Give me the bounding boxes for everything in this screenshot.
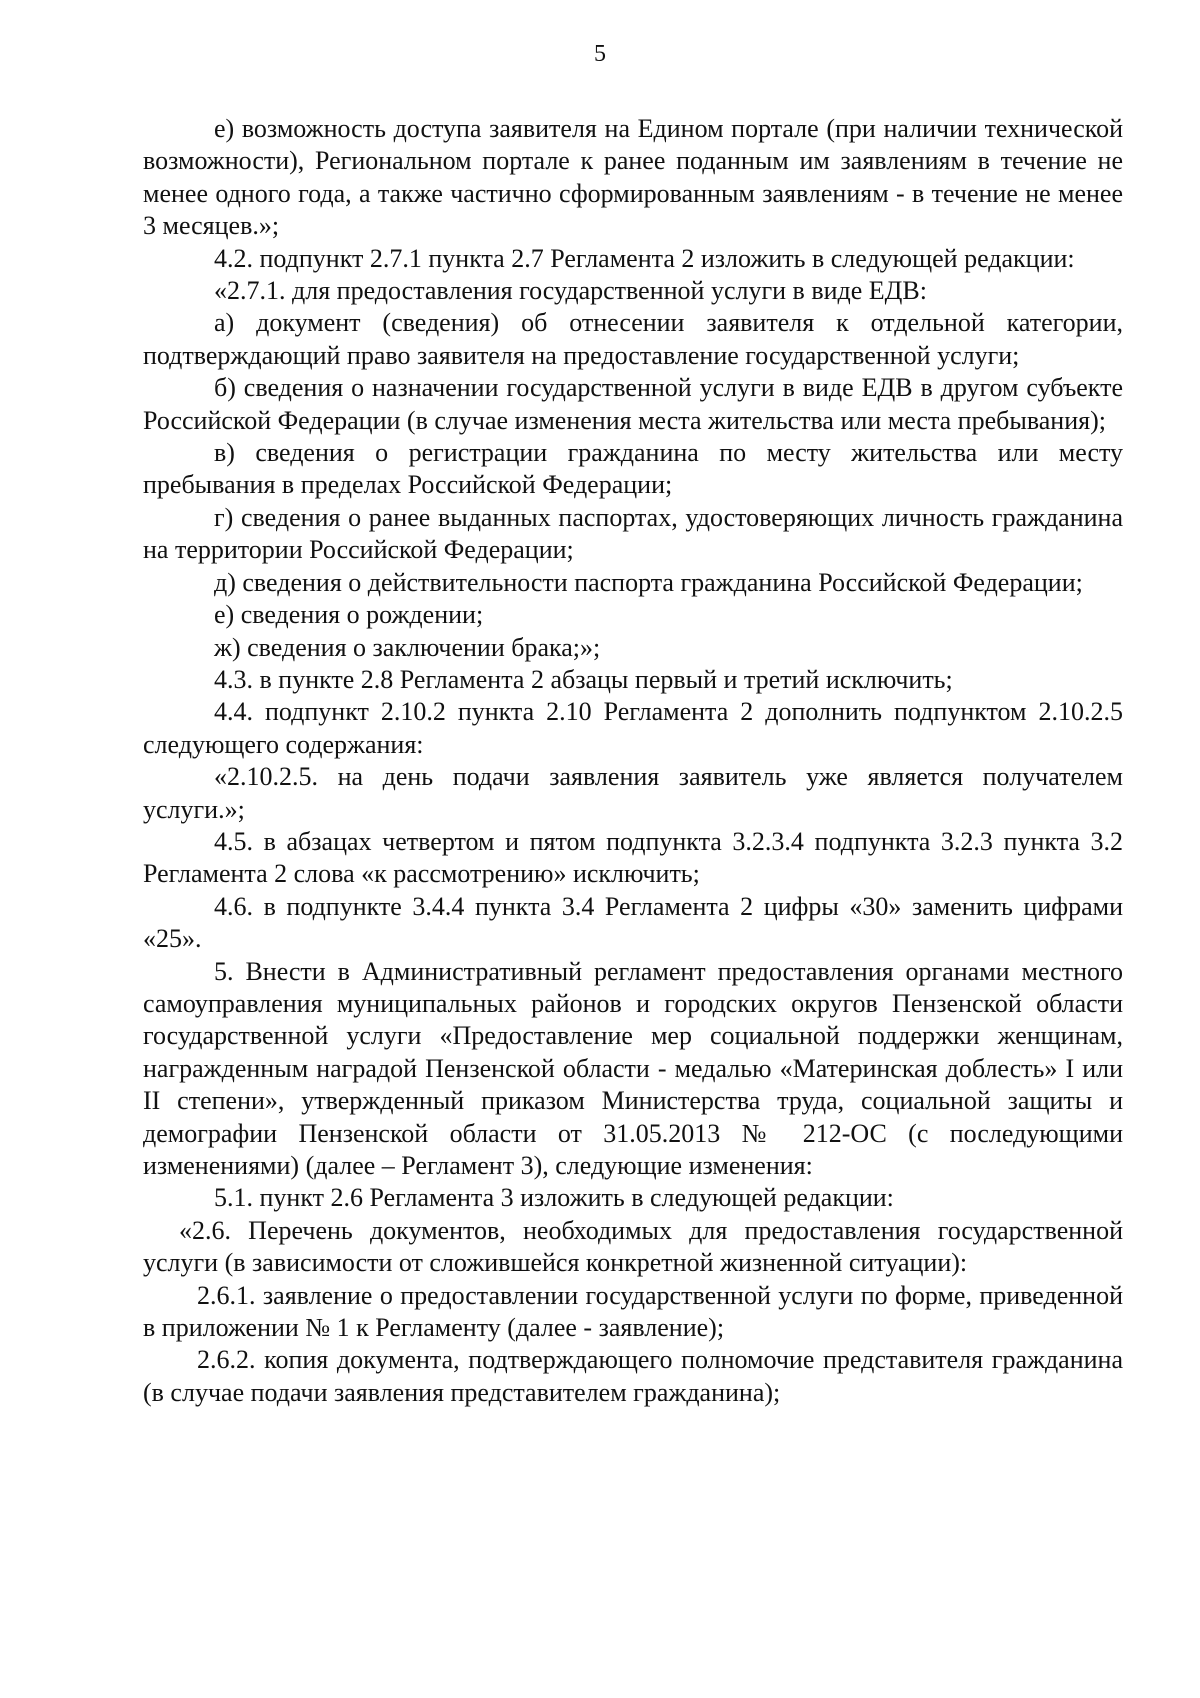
paragraph: ж) сведения о заключении брака;»;	[214, 632, 601, 662]
document-body	[143, 113, 1123, 1409]
paragraph: в) сведения о регистрации гражданина по месту жительства или месту пребывания в пределах Российской Федерации;	[143, 438, 1123, 500]
paragraph: е) возможность доступа заявителя на Едином портале (при наличии технической возможности), Региональном портале к ранее поданным им заявлениям в течение не менее одного года, а также частично сформированным заявлениям - в течение не менее 3 месяцев.»;	[143, 114, 1123, 241]
paragraph: «2.7.1. для предоставления государственной услуги в виде ЕДВ:	[214, 276, 927, 306]
paragraph: а) документ (сведения) об отнесении заявителя к отдельной категории, подтверждающий право заявителя на предоставление государственной услуги;	[143, 308, 1123, 370]
paragraph: г) сведения о ранее выданных паспортах, удостоверяющих личность гражданина на территории Российской Федерации;	[143, 502, 1123, 565]
paragraph: 4.4. подпункт 2.10.2 пункта 2.10 Регламента 2 дополнить подпунктом 2.10.2.5 следующего содержания:	[143, 697, 1123, 759]
paragraph: «2.6. Перечень документов, необходимых для предоставления государственной услуги (в зависимости от сложившейся конкретной жизненной ситуации):	[143, 1215, 1123, 1278]
paragraph: 2.6.2. копия документа, подтверждающего полномочие представителя гражданина (в случае подачи заявления представителем гражданина);	[143, 1345, 1123, 1407]
paragraph: «2.10.2.5. на день подачи заявления заявитель уже является получателем услуги.»;	[143, 762, 1123, 824]
paragraph: 2.6.1. заявление о предоставлении государственной услуги по форме, приведенной в приложении № 1 к Регламенту (далее - заявление);	[143, 1280, 1123, 1343]
paragraph: 5.1. пункт 2.6 Регламента 3 изложить в следующей редакции:	[214, 1183, 894, 1213]
paragraph: 4.2. подпункт 2.7.1 пункта 2.7 Регламента 2 изложить в следующей редакции:	[214, 243, 1075, 273]
paragraph: е) сведения о рождении;	[214, 600, 484, 630]
paragraph: д) сведения о действительности паспорта гражданина Российской Федерации;	[214, 567, 1083, 597]
page-number: 5	[594, 41, 606, 67]
paragraph: 5. Внести в Административный регламент предоставления органами местного самоуправления муниципальных районов и городских округов Пензенской области государственной услуги «Предоставление мер социальной поддержки женщинам, награжденным наградой Пензенской области - медалью «Материнская доблесть» I или II степени», утвержденный приказом Министерства труда, социальной защиты и демографии Пензенской области от 31.05.2013 № 212-ОС (с последующими изменениями) (далее – Регламент 3), следующие изменения:	[143, 956, 1123, 1180]
paragraph: 4.6. в подпункте 3.4.4 пункта 3.4 Регламента 2 цифры «30» заменить цифрами «25».	[143, 891, 1123, 954]
paragraph: 4.5. в абзацах четвертом и пятом подпункта 3.2.3.4 подпункта 3.2.3 пункта 3.2 Регламента 2 слова «к рассмотрению» исключить;	[143, 826, 1123, 889]
paragraph: 4.3. в пункте 2.8 Регламента 2 абзацы первый и третий исключить;	[214, 664, 953, 694]
paragraph: б) сведения о назначении государственной услуги в виде ЕДВ в другом субъекте Российской Федерации (в случае изменения места жительства или места пребывания);	[143, 373, 1123, 435]
